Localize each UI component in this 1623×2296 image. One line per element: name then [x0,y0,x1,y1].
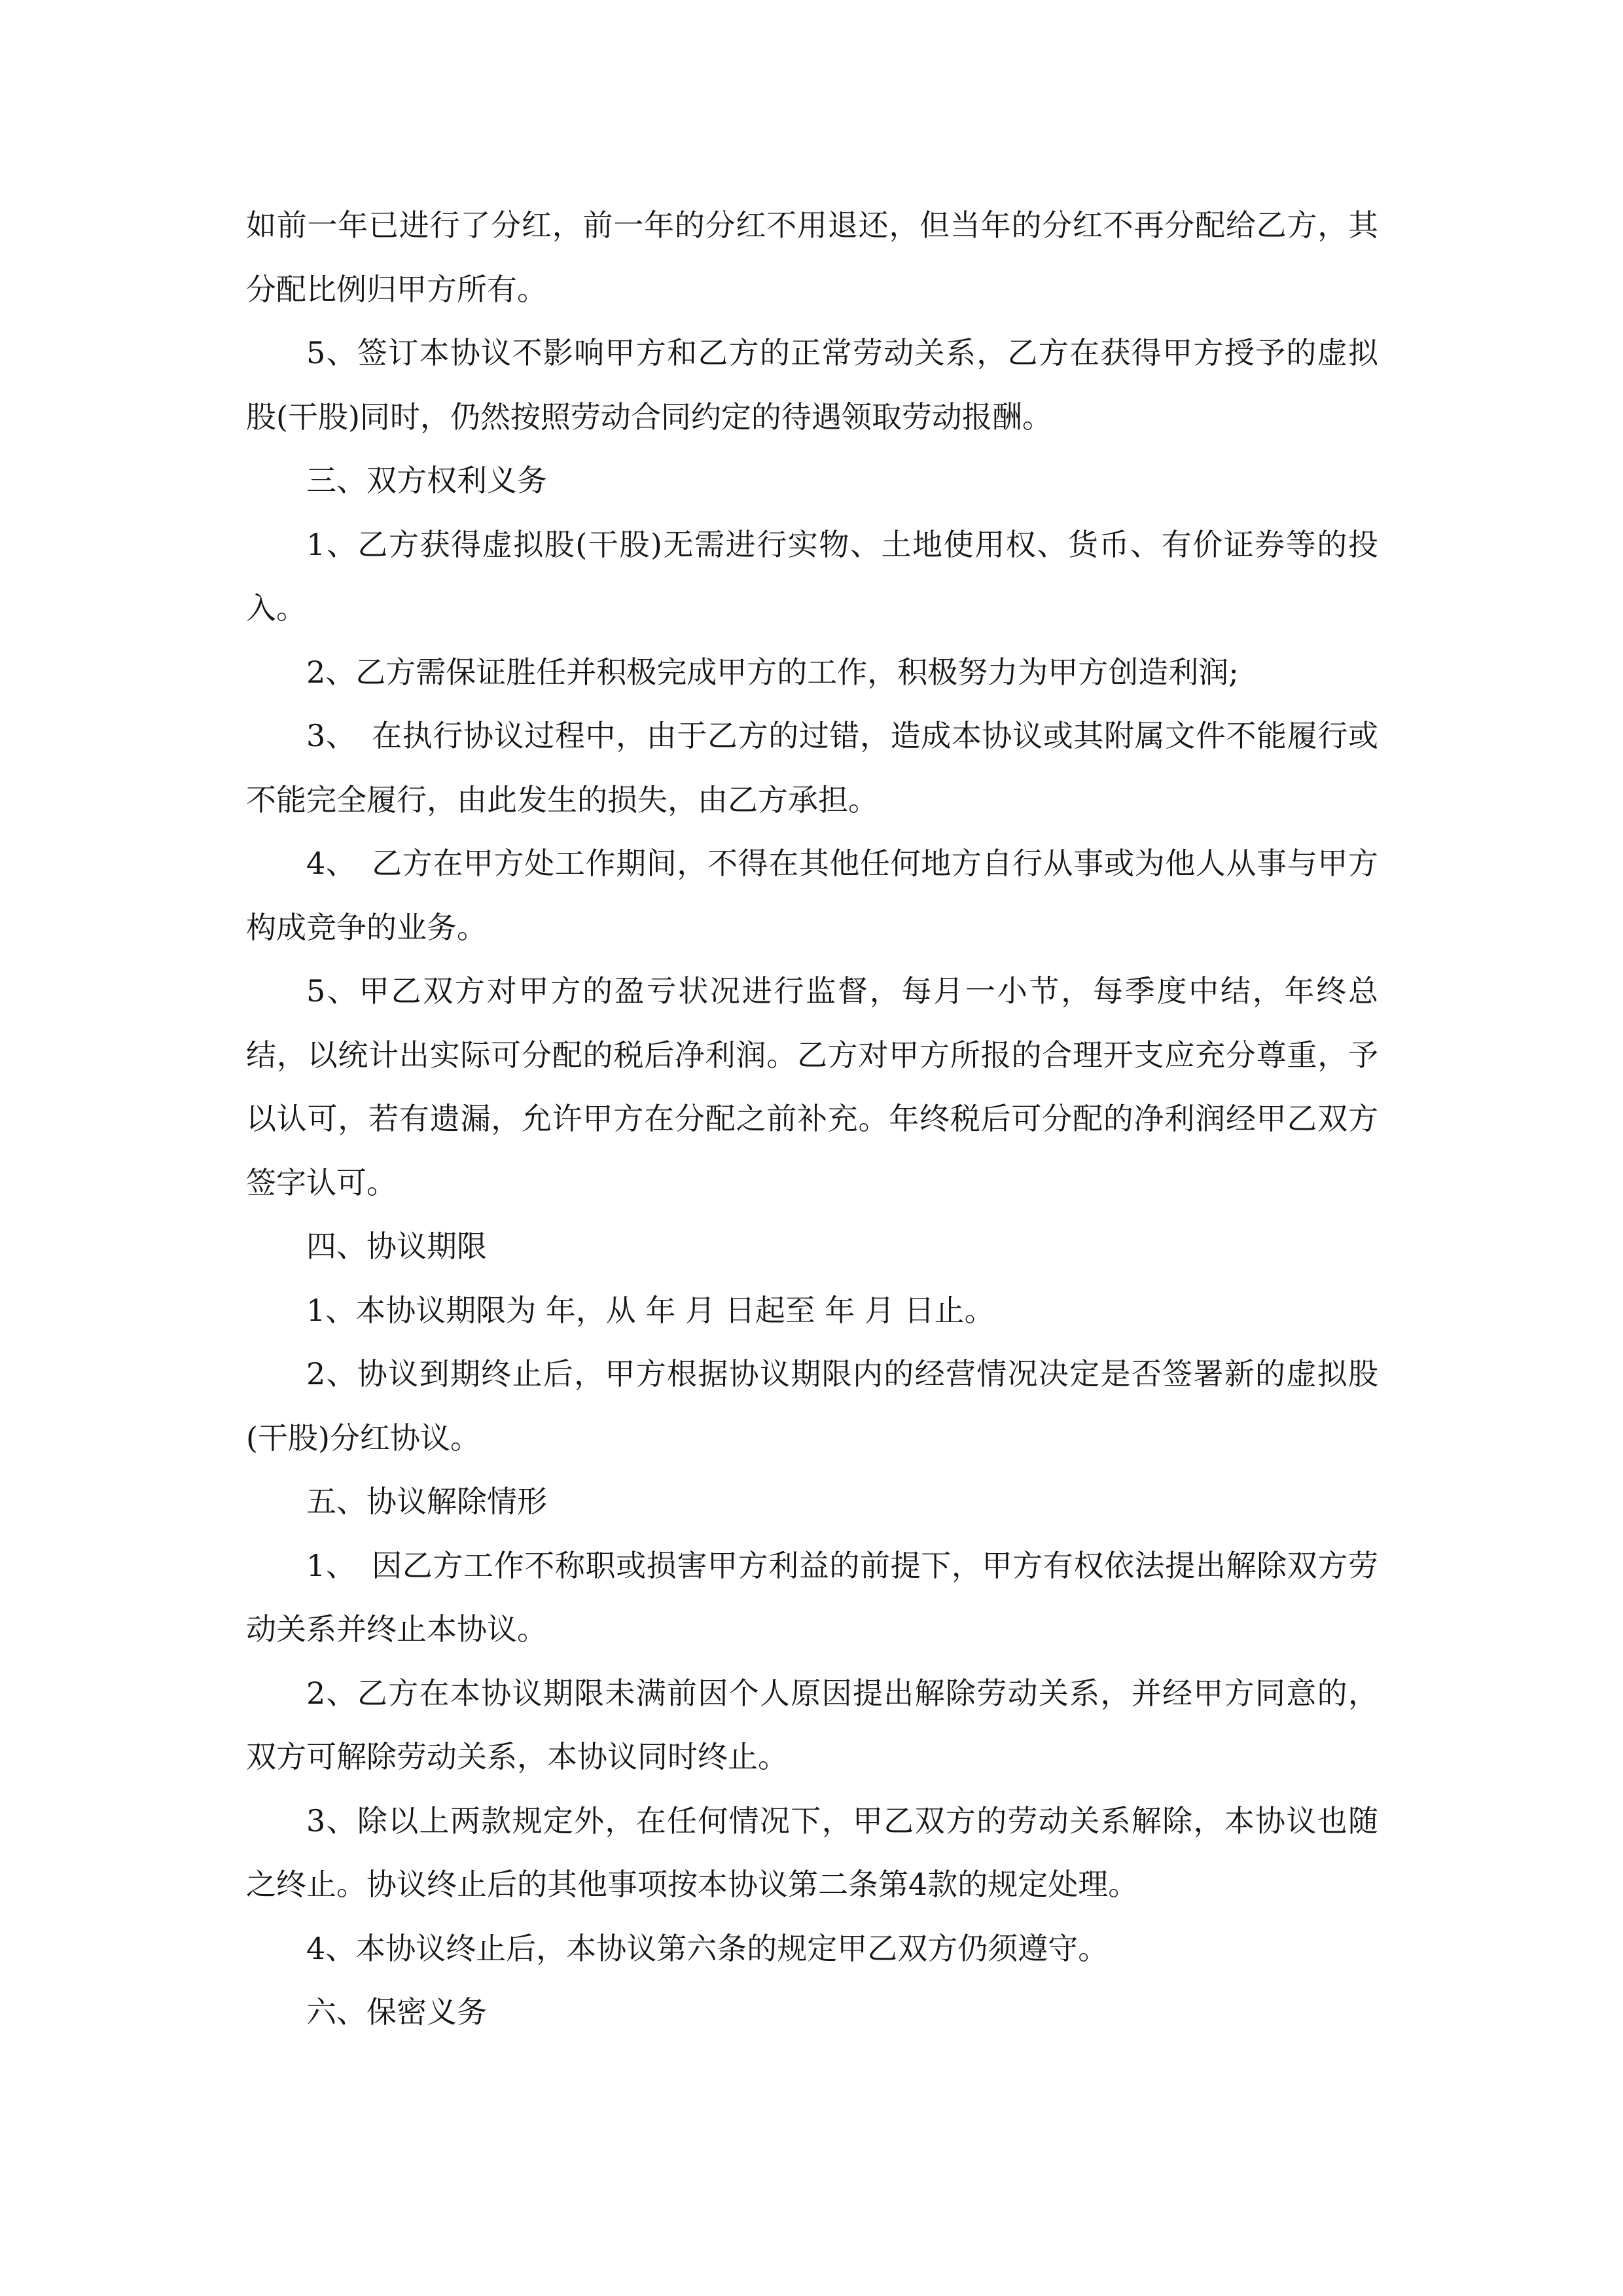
section-heading-rights-obligations: 三、双方权利义务 [306,463,547,498]
paragraph-clause-3-1: 1、乙方获得虚拟股(干股)无需进行实物、土地使用权、货币、有价证券等的投入。 [246,526,1378,626]
paragraph-clause-3-5: 5、甲乙双方对甲方的盈亏状况进行监督，每月一小节，每季度中结，年终总结，以统计出实际可分配的税后净利润。乙方对甲方所报的合理开支应充分尊重，予以认可，若有遗漏，允许甲方在分配之前补充。年终税后可分配的净利润经甲乙双方签字认可。 [246,973,1378,1200]
paragraph-clause-5-2: 2、乙方在本协议期限未满前因个人原因提出解除劳动关系，并经甲方同意的，双方可解除劳动关系，本协议同时终止。 [246,1675,1378,1774]
paragraph-clause-3-3: 3、 在执行协议过程中，由于乙方的过错，造成本协议或其附属文件不能履行或不能完全履行，由此发生的损失，由乙方承担。 [246,718,1378,817]
paragraph-clause-5-3: 3、除以上两款规定外，在任何情况下，甲乙双方的劳动关系解除，本协议也随之终止。协议终止后的其他事项按本协议第二条第4款的规定处理。 [246,1803,1378,1902]
paragraph-clause-4-2: 2、协议到期终止后，甲方根据协议期限内的经营情况决定是否签署新的虚拟股(干股)分红协议。 [246,1356,1378,1456]
paragraph-clause-3-2: 2、乙方需保证胜任并积极完成甲方的工作，积极努力为甲方创造利润; [306,654,1239,690]
paragraph-clause-5-4: 4、本协议终止后，本协议第六条的规定甲乙双方仍须遵守。 [306,1930,1109,1966]
paragraph-clause-4-1: 1、本协议期限为 年，从 年 月 日起至 年 月 日止。 [306,1292,995,1328]
section-heading-confidentiality: 六、保密义务 [306,1994,487,2030]
paragraph-clause-2-5: 5、签订本协议不影响甲方和乙方的正常劳动关系，乙方在获得甲方授予的虚拟股(干股)同时，仍然按照劳动合同约定的待遇领取劳动报酬。 [246,335,1378,435]
section-heading-agreement-term: 四、协议期限 [306,1229,487,1264]
section-heading-termination: 五、协议解除情形 [306,1484,547,1519]
document-body [246,194,1378,2045]
paragraph-dividend-continuation: 如前一年已进行了分红，前一年的分红不用退还，但当年的分红不再分配给乙方，其分配比例归甲方所有。 [246,207,1378,307]
paragraph-clause-5-1: 1、 因乙方工作不称职或损害甲方利益的前提下，甲方有权依法提出解除双方劳动关系并终止本协议。 [246,1547,1378,1647]
paragraph-clause-3-4: 4、 乙方在甲方处工作期间，不得在其他任何地方自行从事或为他人从事与甲方构成竞争的业务。 [246,846,1378,945]
